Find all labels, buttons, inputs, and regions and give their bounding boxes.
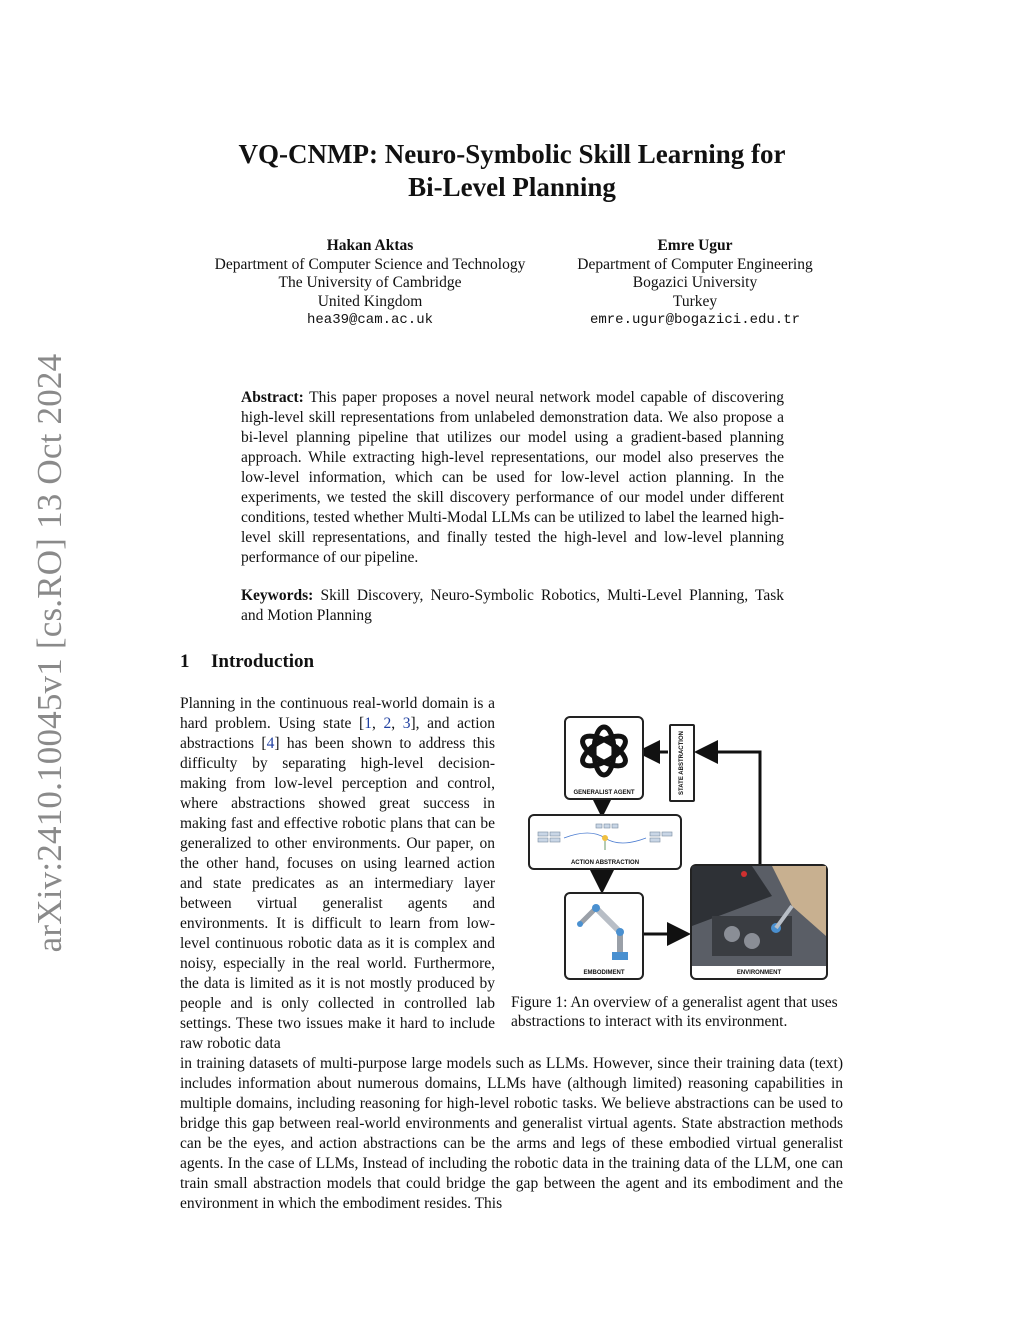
title-line-1: VQ-CNMP: Neuro-Symbolic Skill Learning for xyxy=(238,139,786,169)
author-block-2 xyxy=(560,237,830,330)
author-email[interactable]: hea39@cam.ac.uk xyxy=(306,312,434,328)
section-number: 1 xyxy=(180,651,190,672)
author-country: United Kingdom xyxy=(317,292,423,310)
author-block-1 xyxy=(200,237,540,330)
citation-link[interactable]: 4 xyxy=(266,735,275,752)
intro-text: ] has been shown to address this difficulty by separating high-level decision-making from low-level perception and control, where abstractions showed great success in making fast and effective robotic plans that can be generalized to other environments. Our paper, on the other hand, focuses on using learned action and state predicates as an intermediary layer between virtual generalist agents and environments. It is difficult to learn from low-level continuous robotic data as it is complex and noisy, especially in the real world. Furthermore, the data is limited as it is not mostly produced by people and is only collected in controlled lab settings. These two issues make it hard to include raw robotic data xyxy=(180,735,495,1052)
author-name: Hakan Aktas xyxy=(326,237,414,254)
action-abstraction-label: ACTION ABSTRACTION xyxy=(570,860,640,866)
title-line-2: Bi-Level Planning xyxy=(408,172,616,202)
section-title: Introduction xyxy=(211,651,315,672)
network-diagram-icon xyxy=(530,816,680,856)
keywords xyxy=(241,586,784,626)
author-institution: The University of Cambridge xyxy=(278,274,462,291)
intro-paragraph-fullwidth: in training datasets of multi-purpose large models such as LLMs. However, since their training data (text) includes information about numerous domains, LLMs have (although limited) reasoning capabilities in multiple domains, including reasoning for high-level robotic tasks. We believe abstractions can be used to bridge this gap between real-world environments and generalist virtual agents. State abstraction methods can be the eyes, and action abstractions can be the arms and legs of these embodied virtual generalist agents. In the case of LLMs, Instead of including the robotic data in the training data of the LLM, one can train small abstraction models that could bridge the gap between the agent and its embodiment and the environment in which the embodiment resides. This xyxy=(180,1055,843,1212)
keywords-label: Keywords: xyxy=(241,587,314,604)
abstract xyxy=(241,388,784,568)
author-name: Emre Ugur xyxy=(657,237,733,254)
generalist-agent-label: GENERALIST AGENT xyxy=(573,790,635,796)
author-email[interactable]: emre.ugur@bogazici.edu.tr xyxy=(589,312,801,328)
environment-label: ENVIRONMENT xyxy=(736,970,782,976)
action-abstraction-box xyxy=(528,814,682,870)
citation-separator: , xyxy=(371,715,384,732)
author-institution: Bogazici University xyxy=(632,274,758,291)
figure-caption: Figure 1: An overview of a generalist agent that uses abstractions to interact with its environment. xyxy=(511,994,838,1030)
figure-1 xyxy=(520,712,845,982)
embodiment-box xyxy=(564,892,644,980)
author-department: Department of Computer Engineering xyxy=(577,255,813,273)
environment-box xyxy=(690,864,828,980)
author-department: Department of Computer Science and Technology xyxy=(214,255,526,273)
intro-paragraph-column xyxy=(180,694,495,1054)
abstract-text: This paper proposes a novel neural network model capable of discovering high-level skill representations from unlabeled demonstration data. We also propose a bi-level planning pipeline that utilizes our model using a gradient-based planning approach. While extracting high-level representations, our model also preserves the low-level information, which can be used for low-level action planning. In the experiments, we tested the skill discovery performance of our model under different conditions, tested whether Multi-Modal LLMs can be utilized to label the learned high-level skill representations, and finally tested the high-level and low-level planning performance of our pipeline. xyxy=(241,389,784,566)
robot-arm-icon xyxy=(566,894,642,966)
intro-text: ], and action abstractions [ xyxy=(180,715,496,752)
intro-text: Planning in the continuous real-world domain is a hard problem. Using state [ xyxy=(180,695,495,732)
abstract-label: Abstract: xyxy=(241,389,304,406)
llm-logo-icon xyxy=(566,718,642,784)
author-country: Turkey xyxy=(672,292,718,310)
keywords-text: Skill Discovery, Neuro-Symbolic Robotics, Multi-Level Planning, Task and Motion Planning xyxy=(241,587,784,624)
citation-separator: , xyxy=(391,715,403,732)
arxiv-sidebar xyxy=(15,355,85,950)
state-abstraction-label: STATE ABSTRACTION xyxy=(679,731,685,795)
generalist-agent-box xyxy=(564,716,644,800)
embodiment-label: EMBODIMENT xyxy=(583,970,625,976)
arrow-environment-to-state xyxy=(700,752,760,868)
citation-link[interactable]: 1 xyxy=(364,715,372,732)
environment-scene-icon xyxy=(692,866,826,966)
paper-title xyxy=(0,138,1024,204)
section-heading xyxy=(180,651,314,673)
arxiv-identifier[interactable]: arXiv:2410.10045v1 [cs.RO] 13 Oct 2024 xyxy=(30,353,69,952)
citation-link[interactable]: 2 xyxy=(383,715,392,732)
state-abstraction-box xyxy=(669,724,695,802)
citation-link[interactable]: 3 xyxy=(402,715,411,732)
